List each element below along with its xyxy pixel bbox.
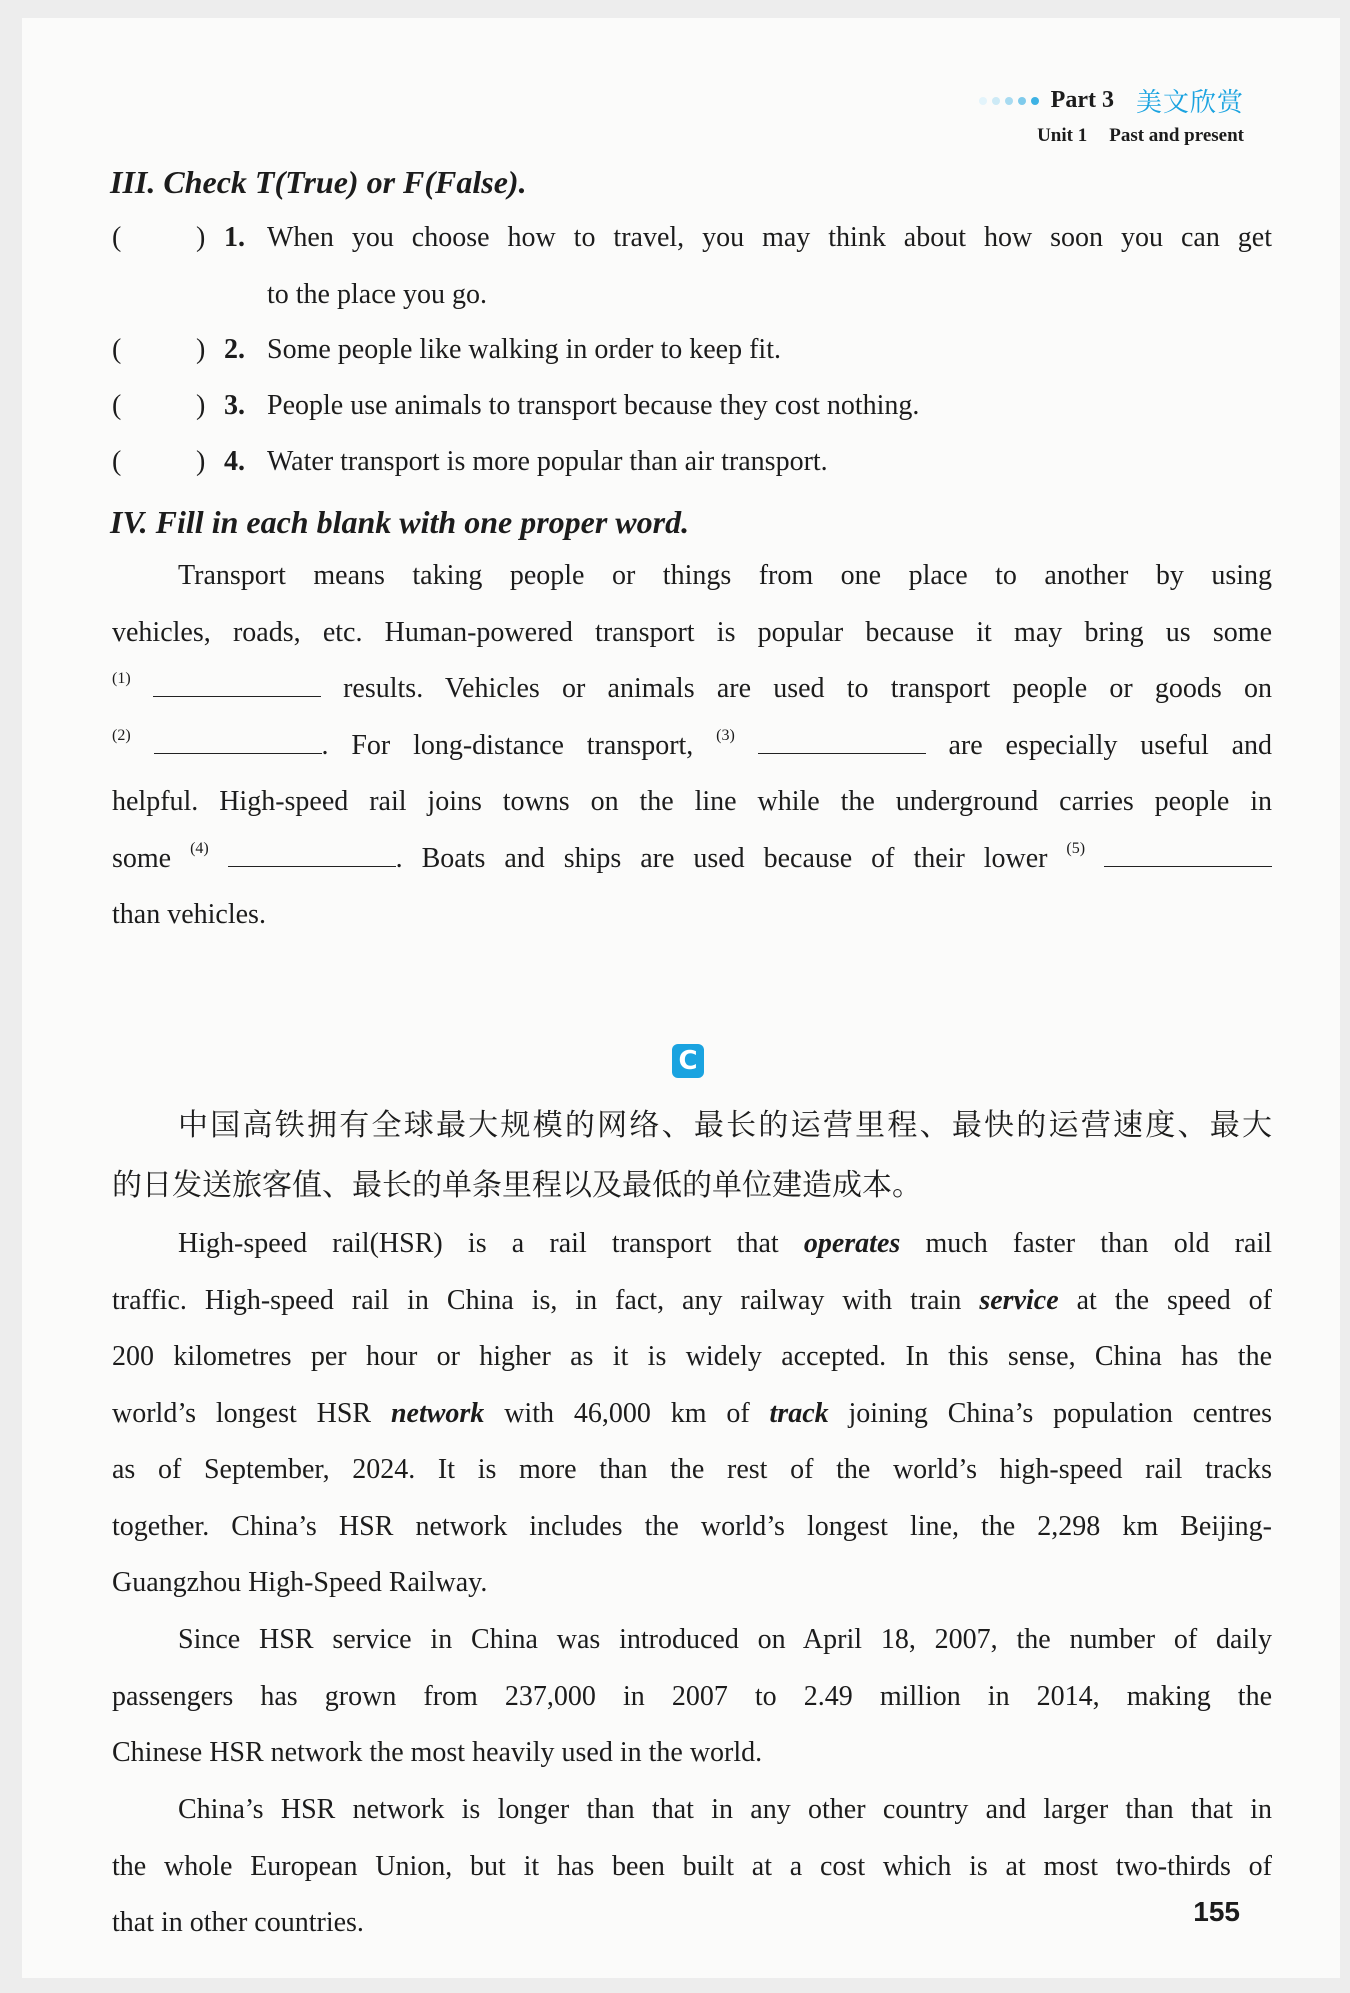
fill-in-passage [112, 548, 1272, 944]
article-text: traffic. High-speed rail in China is, in fact, any railway with train [112, 1284, 962, 1316]
answer-bracket-open: ( [112, 334, 122, 365]
article-line: China’s HSR network is longer than that in any other country and larger than that in [178, 1794, 1272, 1825]
blank-3[interactable] [758, 727, 926, 754]
dot [992, 97, 1000, 105]
question-number: 2. [224, 334, 245, 365]
section-c-badge: C [672, 1044, 704, 1078]
article-paragraph-1 [112, 1216, 1272, 1612]
part-label: Part 3 [1050, 87, 1114, 113]
answer-bracket-open: ( [112, 446, 122, 477]
article-paragraph-2 [112, 1612, 1272, 1782]
article-line: as of September, 2024. It is more than the rest of the world’s high-speed rail tracks [112, 1454, 1272, 1485]
decorative-dots [979, 97, 1039, 105]
keyword: track [769, 1397, 829, 1429]
blank-marker: (1) [112, 670, 131, 687]
article-line: Guangzhou High-Speed Railway. [112, 1567, 488, 1598]
passage-line [112, 718, 1272, 775]
answer-bracket-close: ) [196, 222, 206, 253]
question-text: Water transport is more popular than air transport. [267, 446, 828, 477]
article-line: Chinese HSR network the most heavily used in the world. [112, 1737, 763, 1768]
passage-line [112, 661, 1272, 718]
blank-marker: (5) [1066, 839, 1086, 857]
blank-marker: (3) [716, 726, 735, 744]
question-text: People use animals to transport because they cost nothing. [267, 390, 920, 421]
keyword: network [390, 1397, 485, 1429]
passage-text: are especially useful and [948, 729, 1272, 761]
article-line: passengers has grown from 237,000 in 2007 to 2.49 million in 2014, making the [112, 1680, 1272, 1712]
dot [1031, 97, 1039, 105]
article-text: joining China’s population centres [848, 1397, 1273, 1429]
chinese-intro [112, 1096, 1272, 1216]
unit-label: Unit 1 [1037, 125, 1088, 146]
blank-1[interactable] [153, 670, 321, 697]
article-line: that in other countries. [112, 1907, 364, 1938]
article-text: much faster than old rail [925, 1228, 1272, 1259]
section-4-title: IV. Fill in each blank with one proper word. [110, 504, 690, 540]
article-text: world’s longest HSR [112, 1397, 372, 1429]
question-1 [112, 210, 1272, 322]
section-tag: 美文欣赏 [1135, 88, 1244, 118]
blank-2[interactable] [154, 727, 322, 754]
article-line [112, 1386, 1272, 1443]
blank-5[interactable] [1104, 840, 1272, 867]
article-line [112, 1216, 1272, 1273]
passage-text: . For long-distance transport, [321, 729, 694, 761]
answer-bracket-close: ) [196, 446, 206, 477]
article-paragraph-3 [112, 1782, 1272, 1952]
article-line: together. China’s HSR network includes the world’s longest line, the 2,298 km Beijing- [112, 1510, 1272, 1542]
article-line: Since HSR service in China was introduced on April 18, 2007, the number of daily [178, 1624, 1272, 1655]
passage-text: some [112, 842, 172, 874]
answer-bracket-close: ) [196, 334, 206, 365]
section-3-title: III. Check T(True) or F(False). [110, 164, 527, 200]
question-text: When you choose how to travel, you may think about how soon you can get [267, 222, 1272, 253]
question-text: Some people like walking in order to keep fit. [267, 334, 781, 365]
chinese-line: 中国高铁拥有全球最大规模的网络、最长的运营里程、最快的运营速度、最大 [178, 1108, 1272, 1143]
blank-marker: (2) [112, 726, 131, 744]
passage-text: . Boats and ships are used because of their lower [395, 842, 1048, 874]
running-header [979, 82, 1244, 147]
answer-bracket-open: ( [112, 390, 122, 421]
question-number: 4. [224, 446, 245, 477]
answer-bracket-open: ( [112, 222, 122, 253]
question-number: 3. [224, 390, 245, 421]
passage-line: Transport means taking people or things from one place to another by using [178, 560, 1272, 591]
page [22, 18, 1340, 1978]
passage-text: results. Vehicles or animals are used to transport people or goods on [343, 673, 1272, 704]
dot [1005, 97, 1013, 105]
article-text: High-speed rail(HSR) is a rail transport that [178, 1228, 779, 1259]
unit-topic: Past and present [1109, 125, 1244, 146]
question-text-cont: to the place you go. [267, 278, 488, 310]
passage-line: than vehicles. [112, 899, 266, 930]
keyword: operates [803, 1228, 901, 1259]
question-number: 1. [224, 222, 245, 253]
dot [1018, 97, 1026, 105]
article-line [112, 1273, 1272, 1330]
article-text: with 46,000 km of [504, 1397, 750, 1429]
dot [979, 97, 987, 105]
chinese-line: 的日发送旅客值、最长的单条里程以及最低的单位建造成本。 [112, 1168, 922, 1203]
blank-marker: (4) [190, 839, 209, 857]
keyword: service [979, 1284, 1059, 1316]
passage-line [112, 831, 1272, 888]
blank-4[interactable] [228, 840, 396, 867]
passage-line: helpful. High-speed rail joins towns on the line while the underground carries people in [112, 786, 1272, 817]
page-number: 155 [1193, 1896, 1240, 1927]
article-line: the whole European Union, but it has been built at a cost which is at most two-thirds of [112, 1850, 1272, 1882]
passage-line: vehicles, roads, etc. Human-powered transport is popular because it may bring us some [112, 616, 1272, 648]
answer-bracket-close: ) [196, 390, 206, 421]
article-text: at the speed of [1076, 1284, 1272, 1316]
article-line: 200 kilometres per hour or higher as it is widely accepted. In this sense, China has the [112, 1341, 1272, 1372]
